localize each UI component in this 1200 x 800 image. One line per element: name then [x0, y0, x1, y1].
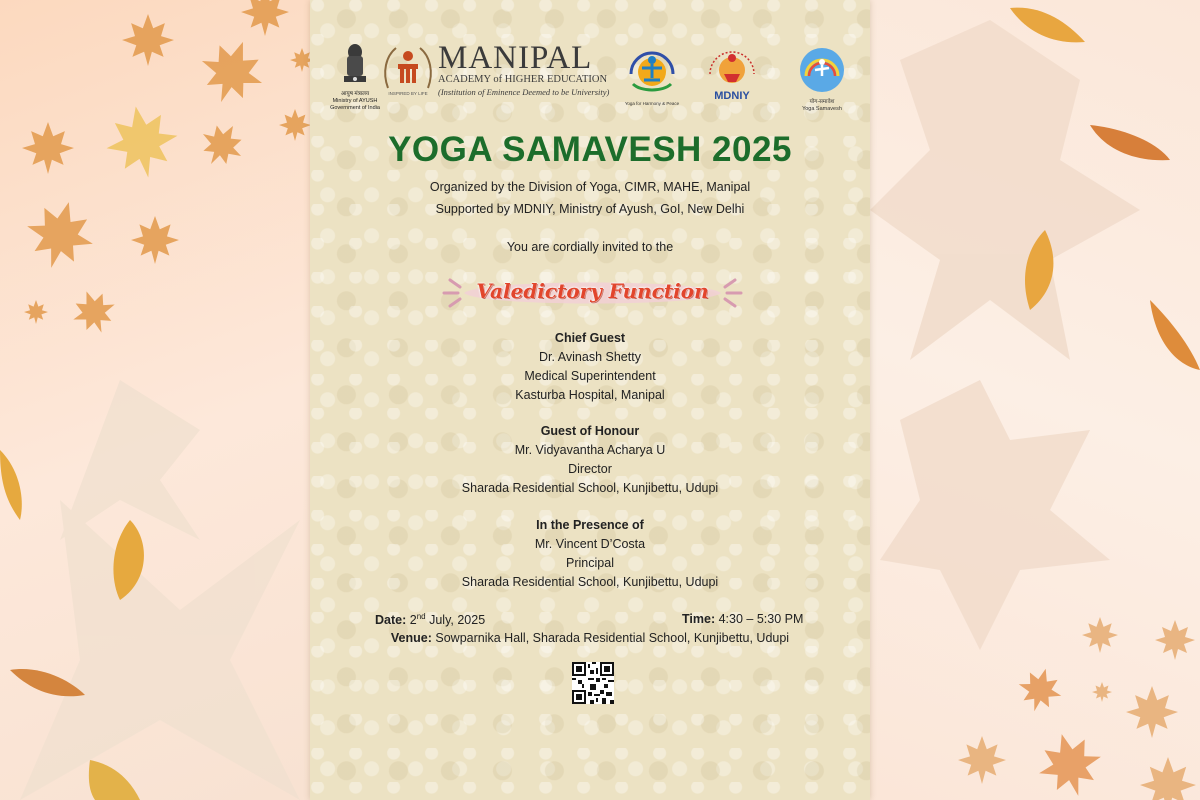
mahe-seal-icon	[382, 42, 434, 98]
ayush-caption-hindi: आयुष मंत्रालय	[340, 91, 370, 97]
presence-heading: In the Presence of	[536, 518, 644, 532]
qr-code-icon[interactable]	[572, 662, 614, 704]
date-label: Date:	[375, 613, 407, 628]
ayush-caption: Ministry of AYUSH	[332, 98, 378, 104]
mahe-name: MANIPAL	[438, 40, 593, 76]
event-time	[682, 612, 803, 626]
maple-leaf	[279, 109, 310, 141]
mahe-tagline: (Institution of Eminence Deemed to be University)	[438, 87, 610, 97]
time-value: 4:30 – 5:30 PM	[718, 612, 804, 626]
curled-leaf	[89, 760, 140, 800]
large-faded-leaf	[870, 20, 1140, 360]
event-name-banner	[440, 265, 745, 317]
presence-section	[310, 516, 870, 592]
event-title: YOGA SAMAVESH 2025	[388, 130, 792, 169]
venue-label: Venue:	[390, 631, 432, 645]
date-rest: July, 2025	[429, 613, 486, 628]
ministry-of-ayush-logo	[330, 42, 380, 112]
maple-leaf	[1140, 757, 1196, 800]
guest-of-honour-section	[310, 422, 870, 498]
national-emblem-icon	[338, 42, 372, 86]
guest-of-honour-heading: Guest of Honour	[540, 424, 640, 438]
logo-strip	[310, 40, 870, 112]
maple-leaf	[1155, 620, 1195, 660]
curled-leaf	[1010, 8, 1085, 43]
maple-leaf	[191, 31, 273, 113]
presence-role: Principal	[566, 556, 614, 570]
left-decorative-panel	[0, 0, 310, 800]
falling-leaves-left	[0, 0, 310, 800]
maple-leaf	[241, 0, 289, 36]
maple-leaf	[1082, 617, 1118, 653]
maple-leaf	[131, 216, 179, 264]
guest-of-honour-org: Sharada Residential School, Kunjibettu, Udupi	[461, 481, 719, 495]
invite-text: You are cordially invited to the	[506, 240, 674, 254]
yoga-samavesh-logo	[792, 46, 852, 113]
curled-leaf	[1090, 125, 1170, 160]
maple-leaf	[1013, 663, 1067, 717]
maple-leaf	[290, 48, 310, 72]
international-yoga-day-logo	[622, 46, 682, 106]
mahe-wordmark	[438, 42, 610, 98]
guest-of-honour-name: Mr. Vidyavantha Acharya U	[514, 443, 666, 457]
mahe-full-name: ACADEMY of HIGHER EDUCATION	[438, 74, 608, 85]
mahe-seal-logo	[382, 42, 434, 103]
date-day: 2	[409, 613, 417, 628]
falling-leaves-right	[870, 0, 1200, 800]
large-faded-leaf	[880, 380, 1110, 650]
maple-leaf	[958, 736, 1006, 784]
chief-guest-role: Medical Superintendent	[524, 369, 656, 383]
maple-leaf	[122, 14, 174, 66]
maple-leaf	[192, 115, 252, 175]
chief-guest-heading: Chief Guest	[554, 331, 626, 345]
ys-caption: Yoga Samavesh	[802, 106, 842, 112]
event-venue	[310, 631, 870, 645]
chief-guest-org: Kasturba Hospital, Manipal	[515, 388, 665, 402]
organizer-line: Organized by the Division of Yoga, CIMR, MAHE, Manipal	[429, 180, 751, 194]
maple-leaf	[100, 100, 183, 183]
event-date	[375, 612, 485, 627]
ayush-caption-gov: Government of India	[330, 105, 380, 111]
chief-guest-section	[310, 329, 870, 405]
presence-name: Mr. Vincent D’Costa	[534, 537, 646, 551]
maple-leaf	[1092, 682, 1112, 702]
invitation-card	[310, 0, 870, 800]
event-name: Valedictory Function	[476, 279, 709, 303]
yoga-day-caption: Yoga for Harmony & Peace	[624, 101, 680, 106]
time-label: Time:	[682, 612, 716, 626]
maple-leaf	[1126, 686, 1178, 738]
maple-leaf	[66, 284, 122, 340]
curled-leaf	[1150, 300, 1200, 370]
guest-of-honour-role: Director	[568, 462, 612, 476]
right-decorative-panel	[870, 0, 1200, 800]
maple-leaf	[24, 300, 48, 324]
presence-org: Sharada Residential School, Kunjibettu, Udupi	[461, 575, 719, 589]
yoga-samavesh-icon	[798, 46, 846, 94]
ys-caption-hindi: योग-समावेश	[809, 99, 835, 105]
curled-leaf	[0, 450, 22, 520]
seal-text: INSPIRED BY LIFE	[388, 91, 428, 96]
chief-guest-name: Dr. Avinash Shetty	[539, 350, 641, 364]
supporter-line: Supported by MDNIY, Ministry of Ayush, GoI, New Delhi	[435, 202, 745, 216]
maple-leaf	[18, 193, 101, 276]
maple-leaf	[22, 122, 74, 174]
mdniy-icon	[702, 44, 762, 104]
yoga-day-icon	[625, 46, 679, 96]
venue-value: Sowparnika Hall, Sharada Residential School, Kunjibettu, Udupi	[435, 631, 790, 645]
maple-leaf	[1031, 726, 1109, 800]
large-faded-leaf	[20, 500, 300, 800]
mdniy-logo	[702, 44, 762, 109]
date-suffix: nd	[416, 612, 426, 621]
mdniy-label: MDNIY	[714, 90, 750, 102]
